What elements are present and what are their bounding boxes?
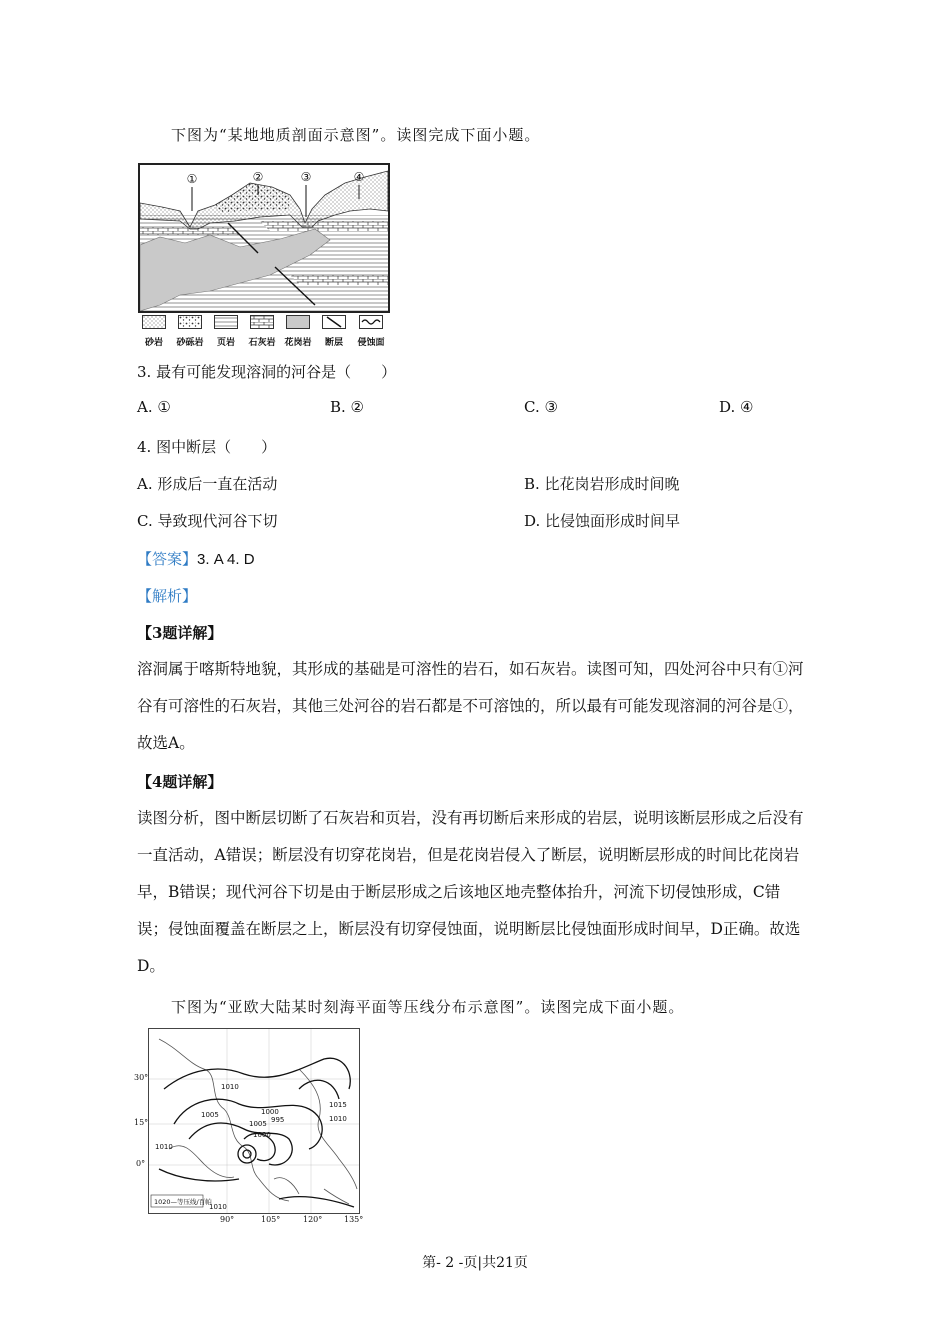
sandstone-icon xyxy=(142,315,166,329)
question-4-option-b: B. 比花岗岩形成时间晚 xyxy=(524,475,680,493)
isobar-map-figure xyxy=(130,1028,370,1228)
legend-conglomerate: 砂砾岩 xyxy=(174,315,206,348)
marker-2: ② xyxy=(252,170,264,184)
legend-shale: 页岩 xyxy=(210,315,242,348)
lat-label-15: 15° xyxy=(134,1118,149,1127)
question-4-stem: 4. 图中断层（ ） xyxy=(137,438,277,456)
lon-label-120: 120° xyxy=(303,1215,323,1224)
isobar-label: 1015 xyxy=(329,1101,347,1109)
question-3-option-a: A. ① xyxy=(137,398,171,416)
erosion-surface-icon xyxy=(359,315,383,329)
isobar-label: 1000 xyxy=(261,1108,279,1116)
detail-3-title: 【3题详解】 xyxy=(137,624,223,642)
map-legend: 1020—等压线/百帕 xyxy=(154,1198,212,1206)
legend-fault: 断层 xyxy=(318,315,350,348)
question-3-option-c: C. ③ xyxy=(524,398,558,416)
question-4-option-d: D. 比侵蚀面形成时间早 xyxy=(524,512,681,530)
question-3-stem: 3. 最有可能发现溶洞的河谷是（ ） xyxy=(137,363,397,381)
isobar-label: 1000 xyxy=(253,1131,271,1139)
detail-3-body: 溶洞属于喀斯特地貌，其形成的基础是可溶性的岩石，如石灰岩。读图可知，四处河谷中只有①河谷有可溶性的石灰岩，其他三处河谷的岩石都是不可溶蚀的，所以最有可能发现溶洞的河谷是①，故选A。 xyxy=(137,660,804,752)
page-footer: 第- 2 -页|共21页 xyxy=(422,1255,528,1271)
question-3-option-b: B. ② xyxy=(330,398,365,416)
question-4-option-c: C. 导致现代河谷下切 xyxy=(137,512,278,530)
answer-line xyxy=(137,548,255,569)
marker-4: ④ xyxy=(353,170,365,184)
detail-4-body: 读图分析，图中断层切断了石灰岩和页岩，没有再切断后来形成的岩层，说明该断层形成之后没有一直活动，A错误；断层没有切穿花岗岩，但是花岗岩侵入了断层，说明断层形成的时间比花岗岩早，B错误；现代河谷下切是由于断层形成之后该地区地壳整体抬升，河流下切侵蚀形成，C错误；侵蚀面覆盖在断层之上，断层没有切穿侵蚀面，说明断层比侵蚀面形成时间早，D正确。故选D。 xyxy=(137,809,804,975)
lon-label-135: 135° xyxy=(344,1215,364,1224)
granite-icon xyxy=(286,315,310,329)
answer-text: 3. A 4. D xyxy=(197,551,255,568)
shale-icon xyxy=(214,315,238,329)
lon-label-105: 105° xyxy=(261,1215,281,1224)
legend-limestone: 石灰岩 xyxy=(246,315,278,348)
answer-label: 【答案】 xyxy=(137,550,198,568)
isobar-label: 995 xyxy=(271,1116,285,1124)
question-3-option-d: D. ④ xyxy=(719,398,754,416)
marker-3: ③ xyxy=(300,170,312,184)
analysis-label: 【解析】 xyxy=(137,587,198,605)
lat-label-30: 30° xyxy=(134,1073,149,1082)
geology-figure xyxy=(138,163,390,348)
isobar-label: 1005 xyxy=(249,1120,267,1128)
isobar-label: 1010 xyxy=(155,1143,173,1151)
intro-text-1: 下图为“某地地质剖面示意图”。读图完成下面小题。 xyxy=(171,126,541,144)
isobar-label: 1010 xyxy=(221,1083,239,1091)
question-4-option-a: A. 形成后一直在活动 xyxy=(137,475,278,493)
legend-granite: 花岗岩 xyxy=(282,315,314,348)
legend-erosion-surface: 侵蚀面 xyxy=(354,315,388,348)
fault-icon xyxy=(322,315,346,329)
conglomerate-icon xyxy=(178,315,202,329)
intro-text-2: 下图为“亚欧大陆某时刻海平面等压线分布示意图”。读图完成下面小题。 xyxy=(171,998,685,1016)
detail-4-title: 【4题详解】 xyxy=(137,773,223,791)
legend-sandstone: 砂岩 xyxy=(138,315,170,348)
cross-section-diagram xyxy=(138,163,390,313)
limestone-icon xyxy=(250,315,274,329)
marker-1: ① xyxy=(186,172,198,186)
isobar-label: 1010 xyxy=(209,1203,227,1211)
isobar-label: 1010 xyxy=(329,1115,347,1123)
lat-label-0: 0° xyxy=(136,1159,146,1168)
isobar-map xyxy=(148,1028,360,1214)
isobar-label: 1005 xyxy=(201,1111,219,1119)
lon-label-90: 90° xyxy=(220,1215,235,1224)
